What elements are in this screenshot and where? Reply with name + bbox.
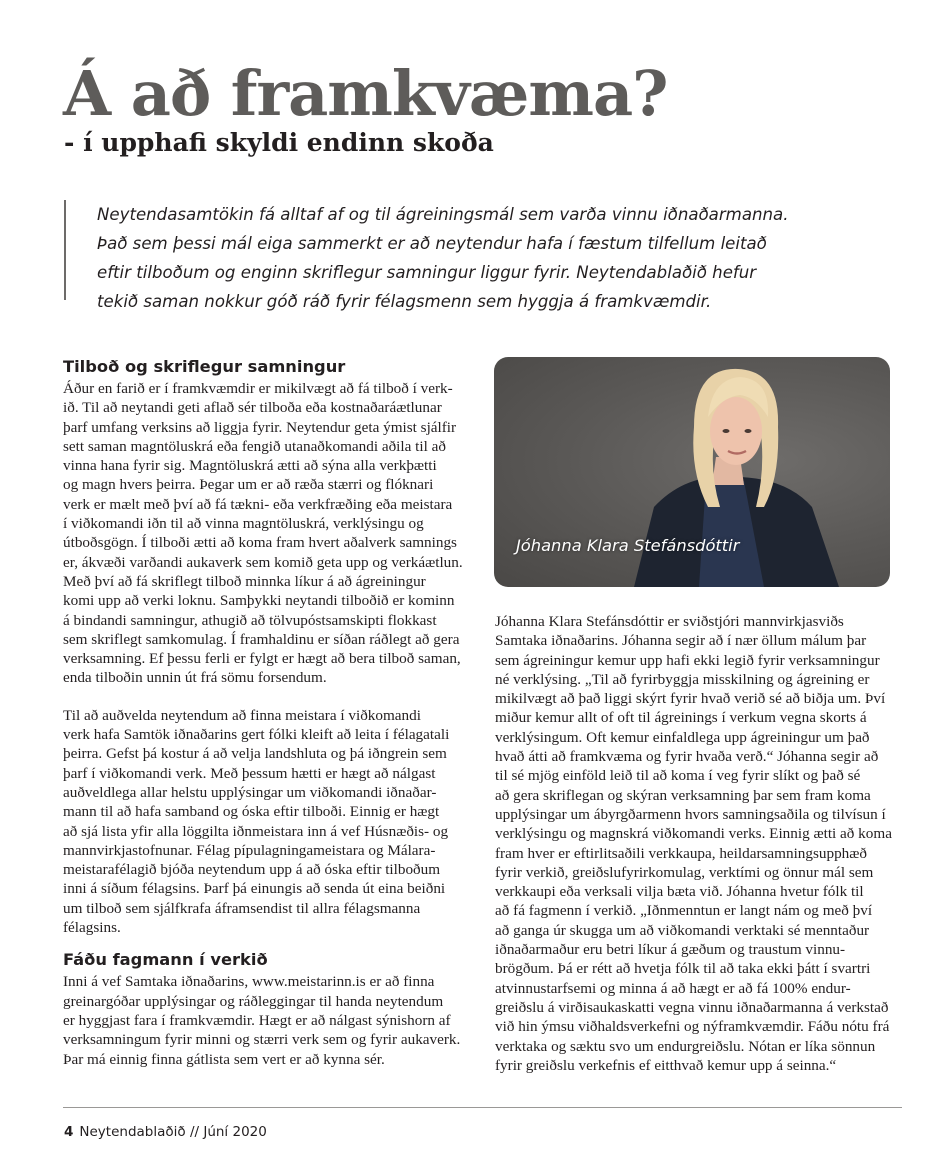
text-line: sett saman magntöluskrá eða fengið utanaðkomandi aðila til að xyxy=(63,437,446,455)
text-line: komi upp að verki loknu. Samþykki neytandi tilboðið er kominn xyxy=(63,592,455,610)
text-line: greiðslu á virðisaukaskatti vegna vinnu iðnaðarmanna á verkstað xyxy=(495,998,889,1016)
text-line: fyrir greiðslu verkefnis ef eitthvað kemur upp á seinna.“ xyxy=(495,1056,837,1074)
text-line: Áður en farið er í framkvæmdir er mikilvægt að fá tilboð í verk- xyxy=(63,380,453,397)
text-line: þarf í viðkomandi verk. Með þessum hætti er hægt að nálgast xyxy=(63,764,436,782)
photo-caption: Jóhanna Klara Stefánsdóttir xyxy=(516,536,740,555)
text-line: meistarafélagið bjóða neytendum upp á að óska eftir tilboðum xyxy=(63,861,441,879)
page-number: 4 xyxy=(64,1124,74,1140)
lead-paragraph xyxy=(64,200,896,311)
text-line: inni á síðum félagsins. Þarf þá einungis að senda út eina beiðni xyxy=(63,880,446,898)
text-line: útboðsgögn. Í tilboði ætti að koma fram hvert aðalverk samnings xyxy=(63,534,457,552)
text-line: að fá fagmenn í verkið. „Iðnmenntun er langt nám og með því xyxy=(495,902,873,920)
publication-issue: Neytendablaðið // Júní 2020 xyxy=(79,1124,267,1140)
text-line: iðnaðarmaður eru betri líkur á gæðum og traustum vinnu- xyxy=(495,941,846,959)
text-line: Það sem þessi mál eiga sammerkt er að neytendur hafa í fæstum tilfellum leitað xyxy=(97,234,767,253)
text-line: né verklýsing. „Til að fyrirbyggja misskilning og ágreining er xyxy=(495,670,870,688)
text-line: Jóhanna Klara Stefánsdóttir er sviðstjóri mannvirkjasviðs xyxy=(495,613,844,630)
text-line: verksamningum fyrir minni og stærri verk sem og fyrir aukaverk. xyxy=(63,1031,461,1049)
text-line: fyrir verkið, greiðslufyrirkomulag, verktími og önnur mál sem xyxy=(495,863,874,881)
paragraph-find-master xyxy=(63,706,473,938)
paragraph-offer xyxy=(63,379,473,688)
text-line: sem ágreiningur kemur upp hafi ekki legið fyrir verksamningur xyxy=(495,651,880,669)
section-heading-professional: Fáðu fagmann í verkið xyxy=(63,950,268,970)
footer-divider xyxy=(63,1107,902,1108)
text-line: er hyggjast fara í framkvæmdir. Hægt er að nálgast sýnishorn af xyxy=(63,1011,451,1029)
text-line: verktaka og sæktu svo um endurgreiðslu. Nótan er líka sönnun xyxy=(495,1037,876,1055)
text-line: hvað átti að framkvæma og fyrir hvaða verð.“ Jóhanna segir að xyxy=(495,748,879,766)
text-line: mikilvægt að það liggi skýrt fyrir hvað verið sé að biðja um. Því xyxy=(495,690,886,708)
text-line: verk hafa Samtök iðnaðarins gert fólki kleift að leita í félagatali xyxy=(63,726,450,744)
text-line: greinargóðar upplýsingar og ráðleggingar til handa neytendum xyxy=(63,992,444,1010)
text-line: fram hver er eftirlitsaðili verkkaupa, heildarsamningsupphæð xyxy=(495,844,867,862)
text-line: atvinnustarfsemi og minna á að hægt er að fá 100% endur- xyxy=(495,979,851,997)
text-line: að ganga úr skugga um að viðkomandi verktaki sé menntaður xyxy=(495,921,870,939)
text-line: að gera skriflegan og skýran verksamning þar sem fram koma xyxy=(495,786,871,804)
text-line: þarf umfang verksins að liggja fyrir. Neytendur geta ýmist sjálfir xyxy=(63,418,457,436)
text-line: til sé mjög einföld leið til að koma í veg fyrir slíkt og það sé xyxy=(495,767,861,785)
text-line: að sjá lista yfir alla löggilta iðnmeistara inn á vef Húsnæðis- og xyxy=(63,822,449,840)
text-line: verk er mælt með því að fá tækni- eða verkfræðing eða meistara xyxy=(63,495,453,513)
text-line: mannvirkjastofnunar. Félag pípulagningameistara og Málara- xyxy=(63,841,436,859)
text-line: verksamning. Ef þessu ferli er fylgt er hægt að bera tilboð saman, xyxy=(63,650,461,668)
right-column xyxy=(495,612,895,1075)
text-line: sem skriflegt samkomulag. Í framhaldinu er síðan ráðlegt að gera xyxy=(63,630,460,648)
text-line: ið. Til að neytandi geti aflað sér tilboða eða kostnaðaráætlunar xyxy=(63,399,442,417)
paragraph-professional xyxy=(63,972,473,1068)
text-line: um tilboð sem sjálfkrafa áframsendist til allra félagsmanna xyxy=(63,899,421,917)
text-line: er, ákvæði varðandi aukaverk sem komið geta upp og verkáætlun. xyxy=(63,553,463,571)
left-column xyxy=(63,354,473,1069)
text-line: Samtaka iðnaðarins. Jóhanna segir að í nær öllum málum þar xyxy=(495,632,867,650)
text-line: verkkaupi eða verksali vilja bæta við. Jóhanna hvetur fólk til xyxy=(495,883,864,901)
text-line: auðveldlega allar helstu upplýsingar um viðkomandi iðnaðar- xyxy=(63,783,437,801)
text-line: Þar má einnig finna gátlista sem vert er að kynna sér. xyxy=(63,1050,385,1068)
page-footer xyxy=(64,1123,267,1141)
text-line: tekið saman nokkur góð ráð fyrir félagsmenn sem hyggja á framkvæmdir. xyxy=(97,292,712,311)
text-line: Með því að fá skriflegt tilboð minnka líkur á að ágreiningur xyxy=(63,572,426,590)
text-line: við hin ýmsu viðhaldsverkefni og nýframkvæmdir. Fáðu nótu frá xyxy=(495,1018,890,1036)
paragraph-interview xyxy=(495,612,895,1075)
text-line: enda tilboðin unnin út frá sömu forsendum. xyxy=(63,669,327,687)
text-line: í viðkomandi iðn til að vinna magntöluskrá, verklýsingu og xyxy=(63,515,424,533)
text-line: mann til að hafa samband og óska eftir tilboði. Einnig er hægt xyxy=(63,803,440,821)
text-line: vinna hana fyrir sig. Magntöluskrá ætti að sýna alla verkþætti xyxy=(63,457,437,475)
text-line: og magn hvers þeirra. Þegar um er að ræða stærri og flóknari xyxy=(63,476,434,494)
lead-text xyxy=(66,200,896,316)
article-title: Á að framkvæma? xyxy=(63,57,668,130)
text-line: Til að auðvelda neytendum að finna meistara í viðkomandi xyxy=(63,706,421,724)
article-subtitle: - í upphafi skyldi endinn skoða xyxy=(64,128,494,157)
text-line: Inni á vef Samtaka iðnaðarins, www.meistarinn.is er að finna xyxy=(63,973,435,991)
text-line: Neytendasamtökin fá alltaf af og til ágreiningsmál sem varða vinnu iðnaðarmanna. xyxy=(97,205,789,224)
text-line: þeirra. Gefst þá kostur á að velja landshluta og þá iðngrein sem xyxy=(63,745,447,763)
text-line: brögðum. Þá er rétt að hvetja fólk til að taka ekki þátt í svartri xyxy=(495,960,871,978)
portrait-photo xyxy=(494,357,890,587)
text-line: á bindandi samningur, athugið að tölvupóstsamskipti flokkast xyxy=(63,611,437,629)
text-line: upplýsingar um ábyrgðarmenn hvors samningsaðila og tilvísun í xyxy=(495,805,886,823)
text-line: miður kemur allt of oft til ágreinings í verkum vegna skorts á xyxy=(495,709,867,727)
text-line: félagsins. xyxy=(63,919,121,937)
text-line: eftir tilboðum og enginn skriflegur samningur liggur fyrir. Neytendablaðið hefur xyxy=(97,263,757,282)
section-heading-offer: Tilboð og skriflegur samningur xyxy=(63,357,346,376)
text-line: verklýsingu og magnskrá viðkomandi verks. Einnig ætti að koma xyxy=(495,825,892,843)
text-line: verklýsingum. Oft kemur einfaldlega upp ágreiningur um það xyxy=(495,728,870,746)
